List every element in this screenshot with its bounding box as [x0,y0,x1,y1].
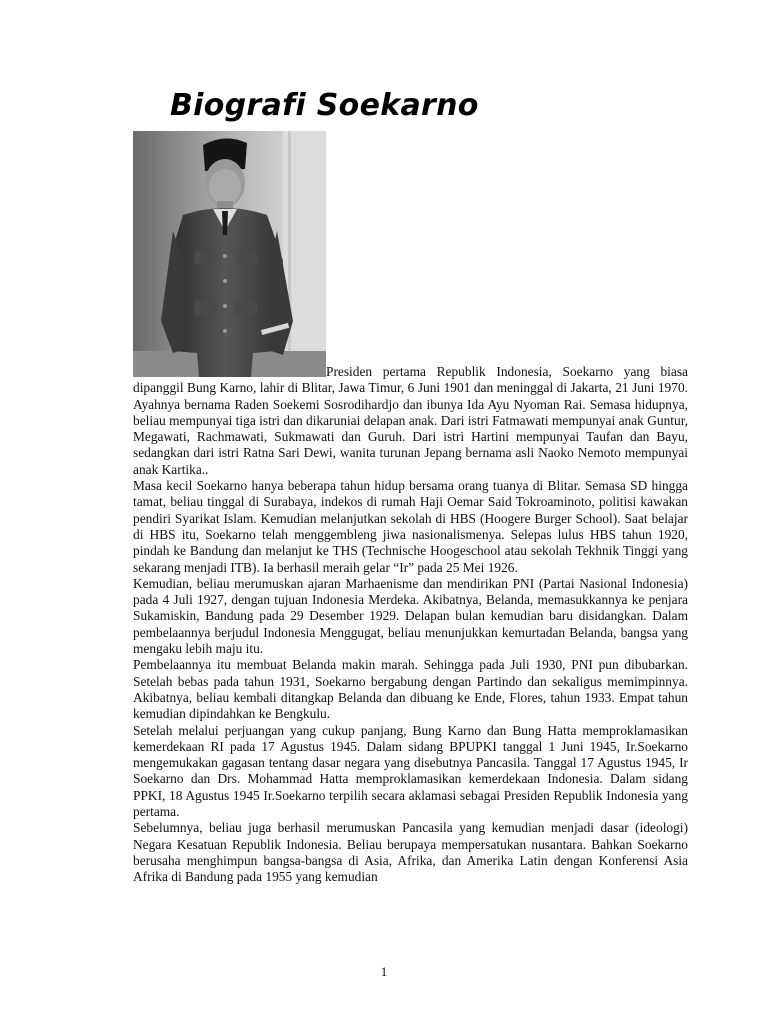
paragraph-proclamation: Setelah melalui perjuangan yang cukup panjang, Bung Karno dan Bung Hatta memproklamasikan kemerdekaan RI pada 17 Agustus 1945. Dalam sidang BPUPKI tanggal 1 Juni 1945, Ir.Soekarno mengemukakan gagasan tentang dasar negara yang disebutnya Pancasila. Tanggal 17 Agustus 1945, Ir Soekarno dan Drs. Mohammad Hatta memproklamasikan kemerdekaan Indonesia. Dalam sidang PPKI, 18 Agustus 1945 Ir.Soekarno terpilih secara aklamasi sebagai Presiden Republik Indonesia yang pertama. [133,722,688,820]
biography-body [133,364,688,886]
document-title: Biografi Soekarno [170,88,479,123]
page-number: 1 [380,964,388,979]
paragraph-pancasila: Sebelumnya, beliau juga berhasil merumuskan Pancasila yang kemudian menjadi dasar (ideologi) Negara Kesatuan Republik Indonesia. Beliau berupaya mempersatukan nusantara. Bahkan Soekarno berusaha menghimpun bangsa-bangsa di Asia, Afrika, dan Amerika Latin dengan Konferensi Asia Afrika di Bandung pada 1955 yang kemudian [133,820,688,885]
paragraph-pni: Kemudian, beliau merumuskan ajaran Marhaenisme dan mendirikan PNI (Partai Nasional Indonesia) pada 4 Juli 1927, dengan tujuan Indonesia Merdeka. Akibatnya, Belanda, memasukkannya ke penjara Sukamiskin, Bandung pada 29 Desember 1929. Delapan bulan kemudian baru disidangkan. Dalam pembelaannya berjudul Indonesia Menggugat, beliau menunjukkan kemurtadan Belanda, bangsa yang mengaku lebih maju itu. [133,575,688,657]
paragraph-intro: Presiden pertama Republik Indonesia, Soekarno yang biasa dipanggil Bung Karno, lahir di Blitar, Jawa Timur, 6 Juni 1901 dan meninggal di Jakarta, 21 Juni 1970. Ayahnya bernama Raden Soekemi Sosrodihardjo dan ibunya Ida Ayu Nyoman Rai. Semasa hidupnya, beliau mempunyai tiga istri dan dikaruniai delapan anak. Dari istri Fatmawati mempunyai anak Guntur, Megawati, Rachmawati, Sukmawati dan Guruh. Dari istri Hartini mempunyai Taufan dan Bayu, sedangkan dari istri Ratna Sari Dewi, wanita turunan Jepang bernama asli Naoko Nemoto mempunyai anak Kartika.. [133,364,688,477]
paragraph-childhood: Masa kecil Soekarno hanya beberapa tahun hidup bersama orang tuanya di Blitar. Semasa SD hingga tamat, beliau tinggal di Surabaya, indekos di rumah Haji Oemar Said Tokroaminoto, politisi kawakan pendiri Syarikat Islam. Kemudian melanjutkan sekolah di HBS (Hoogere Burger School). Saat belajar di HBS itu, Soekarno telah menggembleng jiwa nasionalismenya. Selepas lulus HBS tahun 1920, pindah ke Bandung dan melanjut ke THS (Technische Hoogeschool atau sekolah Tekhnik Tinggi yang sekarang menjadi ITB). Ia berhasil meraih gelar “Ir” pada 25 Mei 1926. [133,478,688,575]
portrait-photo [133,131,326,377]
paragraph-exile: Pembelaannya itu membuat Belanda makin marah. Sehingga pada Juli 1930, PNI pun dibubarkan. Setelah bebas pada tahun 1931, Soekarno bergabung dengan Partindo dan sekaligus memimpinnya. Akibatnya, beliau kembali ditangkap Belanda dan dibuang ke Ende, Flores, tahun 1933. Empat tahun kemudian dipindahkan ke Bengkulu. [133,657,688,722]
